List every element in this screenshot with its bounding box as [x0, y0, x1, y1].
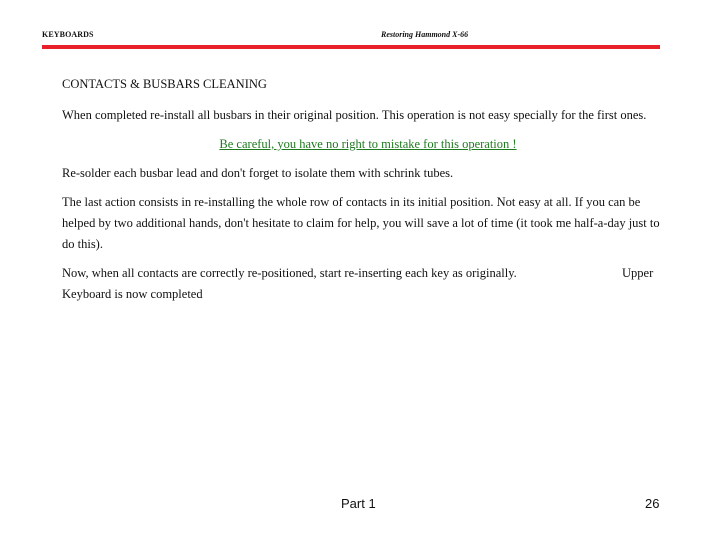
paragraph-reinstall-contacts: The last action consists in re-installing the whole row of contacts in its initial position. Not easy at all. If you can be helped by two additional hands, don't hesitate to claim for help, you will save a lot of time (it took me half-a-day just to do this).: [62, 195, 660, 251]
header-divider: [42, 45, 660, 49]
footer-part-label: Part 1: [341, 496, 376, 511]
paragraph-reinsert-keys-upper: Upper: [622, 266, 654, 280]
header-section-label: KEYBOARDS: [42, 30, 94, 39]
paragraph-keyboard-completed: Keyboard is now completed: [62, 287, 203, 301]
warning-note: Be careful, you have no right to mistake for this operation !: [219, 137, 517, 151]
section-heading: CONTACTS & BUSBARS CLEANING: [62, 77, 267, 91]
paragraph-reinstall-busbars: When completed re-install all busbars in their original position. This operation is not easy specially for the first ones.: [62, 108, 647, 122]
header-document-title: Restoring Hammond X-66: [381, 30, 469, 39]
paragraph-reinsert-keys: [62, 263, 674, 305]
footer-page-number: 26: [645, 496, 660, 511]
paragraph-resolder: Re-solder each busbar lead and don't forget to isolate them with schrink tubes.: [62, 166, 454, 180]
paragraph-reinsert-keys-text: Now, when all contacts are correctly re-positioned, start re-inserting each key as originally.: [62, 266, 517, 280]
page-body: [62, 74, 674, 305]
